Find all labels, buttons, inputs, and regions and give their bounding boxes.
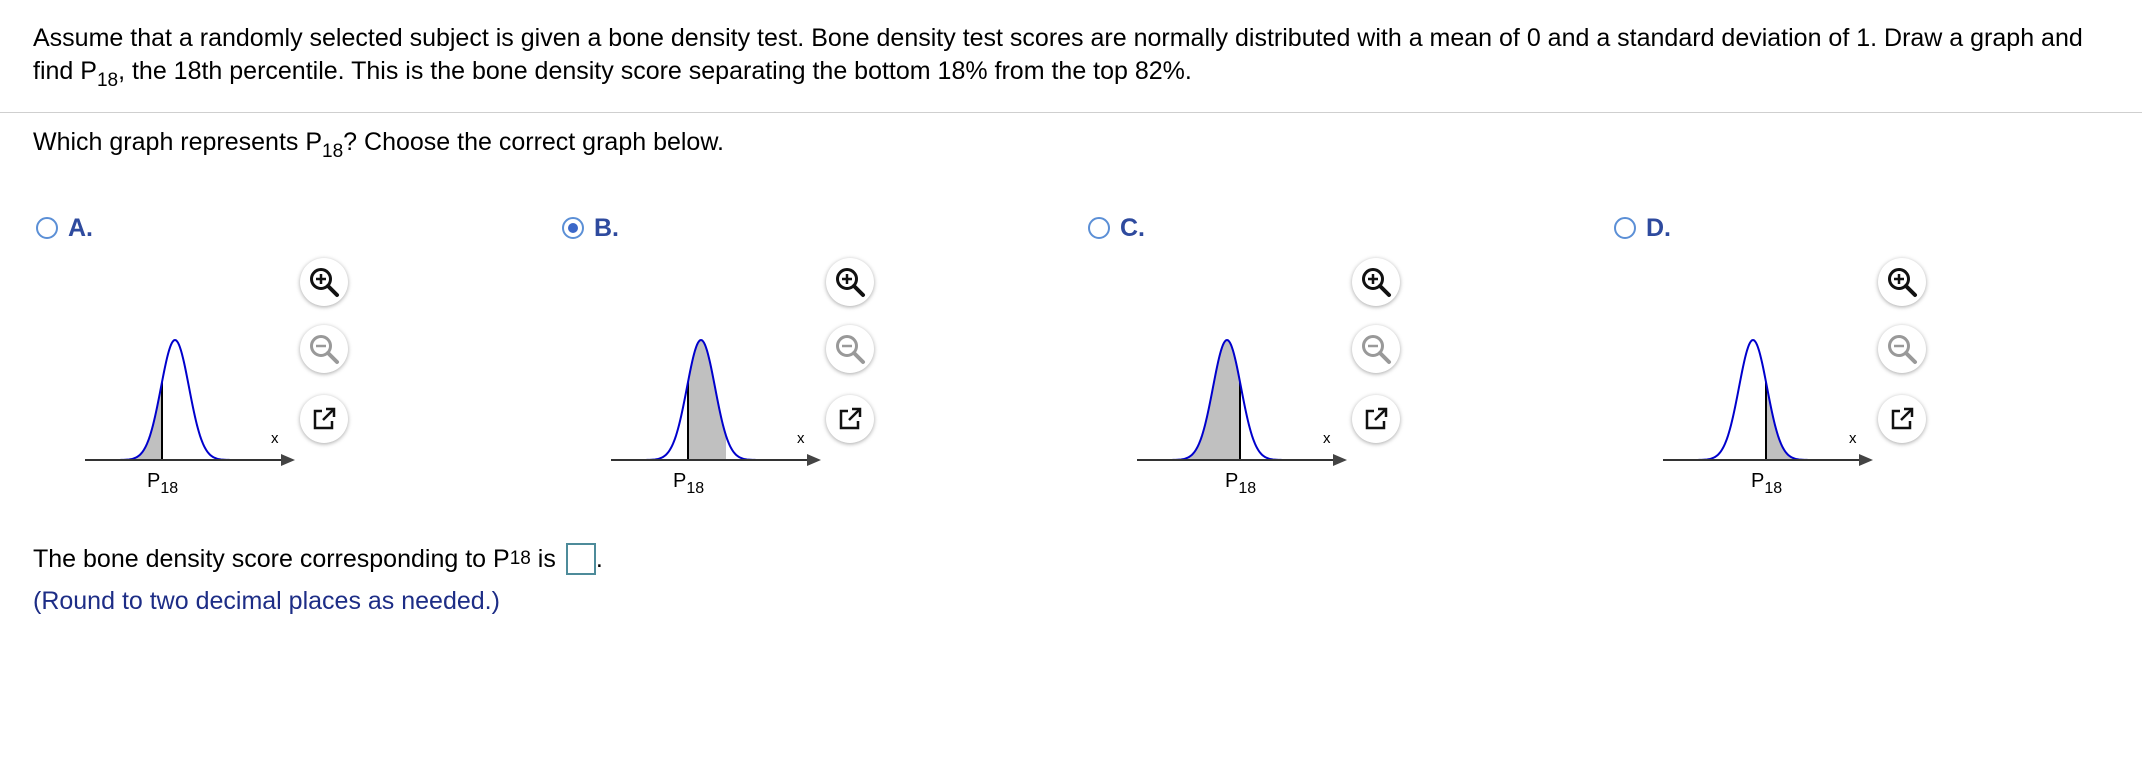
popout-icon bbox=[835, 404, 865, 434]
popout-button[interactable] bbox=[300, 395, 348, 443]
x-axis-label: x bbox=[1849, 430, 1857, 447]
divider bbox=[0, 112, 2142, 113]
option-d-label: D. bbox=[1646, 213, 1671, 242]
zoom-in-button[interactable] bbox=[1878, 258, 1926, 306]
zoom-out-icon bbox=[307, 332, 341, 366]
zoom-out-button[interactable] bbox=[826, 325, 874, 373]
answer-text-2: is bbox=[530, 545, 556, 573]
zoom-in-button[interactable] bbox=[300, 258, 348, 306]
problem-subscript: 18 bbox=[96, 70, 119, 91]
zoom-in-icon bbox=[307, 265, 341, 299]
x-axis-arrow bbox=[807, 454, 821, 466]
answer-input[interactable] bbox=[566, 543, 596, 575]
option-c-label: C. bbox=[1120, 213, 1145, 242]
zoom-out-icon bbox=[1885, 332, 1919, 366]
option-c[interactable] bbox=[1088, 212, 1145, 244]
question-text-2: ? Choose the correct graph below. bbox=[343, 128, 724, 156]
popout-button[interactable] bbox=[1352, 395, 1400, 443]
popout-button[interactable] bbox=[826, 395, 874, 443]
option-a-graph bbox=[85, 285, 305, 500]
popout-icon bbox=[309, 404, 339, 434]
x-axis-label: x bbox=[271, 430, 279, 447]
problem-statement bbox=[33, 22, 2123, 91]
option-b-graph bbox=[611, 285, 831, 500]
popout-icon bbox=[1361, 404, 1391, 434]
question-subscript: 18 bbox=[322, 141, 344, 162]
problem-text-2: , the 18th percentile. This is the bone density score separating the bottom 18% from the top 82%. bbox=[118, 57, 1192, 85]
problem-text-1: Assume that a randomly selected subject is given a bone density test. Bone density test scores are normally distributed with a mean of 0 and a standard deviation of 1. Draw a graph and find P bbox=[33, 24, 2083, 85]
x-axis-arrow bbox=[1333, 454, 1347, 466]
x-axis-label: x bbox=[797, 430, 805, 447]
x-axis-arrow bbox=[281, 454, 295, 466]
option-a-radio[interactable] bbox=[36, 217, 58, 239]
answer-row: The bone density score corresponding to P 18 is . bbox=[33, 542, 603, 576]
question-text-1: Which graph represents P bbox=[33, 128, 323, 156]
option-d-radio[interactable] bbox=[1614, 217, 1636, 239]
shaded-region bbox=[85, 382, 162, 460]
zoom-in-icon bbox=[1885, 265, 1919, 299]
answer-text: The bone density score corresponding to P bbox=[33, 545, 510, 573]
zoom-out-button[interactable] bbox=[1878, 325, 1926, 373]
marker-label: $P_{18}$ bbox=[147, 470, 179, 497]
question-prompt bbox=[33, 126, 724, 162]
option-b-radio[interactable] bbox=[562, 217, 584, 239]
x-axis-label: x bbox=[1323, 430, 1331, 447]
option-d-graph bbox=[1663, 285, 1883, 500]
zoom-out-button[interactable] bbox=[300, 325, 348, 373]
option-c-radio[interactable] bbox=[1088, 217, 1110, 239]
zoom-in-button[interactable] bbox=[826, 258, 874, 306]
zoom-in-icon bbox=[833, 265, 867, 299]
option-a[interactable] bbox=[36, 212, 93, 244]
zoom-out-button[interactable] bbox=[1352, 325, 1400, 373]
answer-period: . bbox=[595, 545, 603, 573]
rounding-hint: (Round to two decimal places as needed.) bbox=[33, 587, 500, 615]
option-b[interactable] bbox=[562, 212, 619, 244]
normal-curve bbox=[85, 340, 290, 460]
option-d[interactable] bbox=[1614, 212, 1671, 244]
popout-button[interactable] bbox=[1878, 395, 1926, 443]
zoom-in-icon bbox=[1359, 265, 1393, 299]
marker-label: $P_{18}$ bbox=[673, 470, 705, 497]
popout-icon bbox=[1887, 404, 1917, 434]
option-c-graph bbox=[1137, 285, 1357, 500]
marker-label: $P_{18}$ bbox=[1225, 470, 1257, 497]
zoom-out-icon bbox=[1359, 332, 1393, 366]
zoom-out-icon bbox=[833, 332, 867, 366]
x-axis-arrow bbox=[1859, 454, 1873, 466]
marker-label: $P_{18}$ bbox=[1751, 470, 1783, 497]
shaded-region bbox=[1766, 382, 1868, 460]
option-b-label: B. bbox=[594, 213, 619, 242]
option-a-label: A. bbox=[68, 213, 93, 242]
zoom-in-button[interactable] bbox=[1352, 258, 1400, 306]
shaded-region bbox=[1137, 340, 1240, 460]
